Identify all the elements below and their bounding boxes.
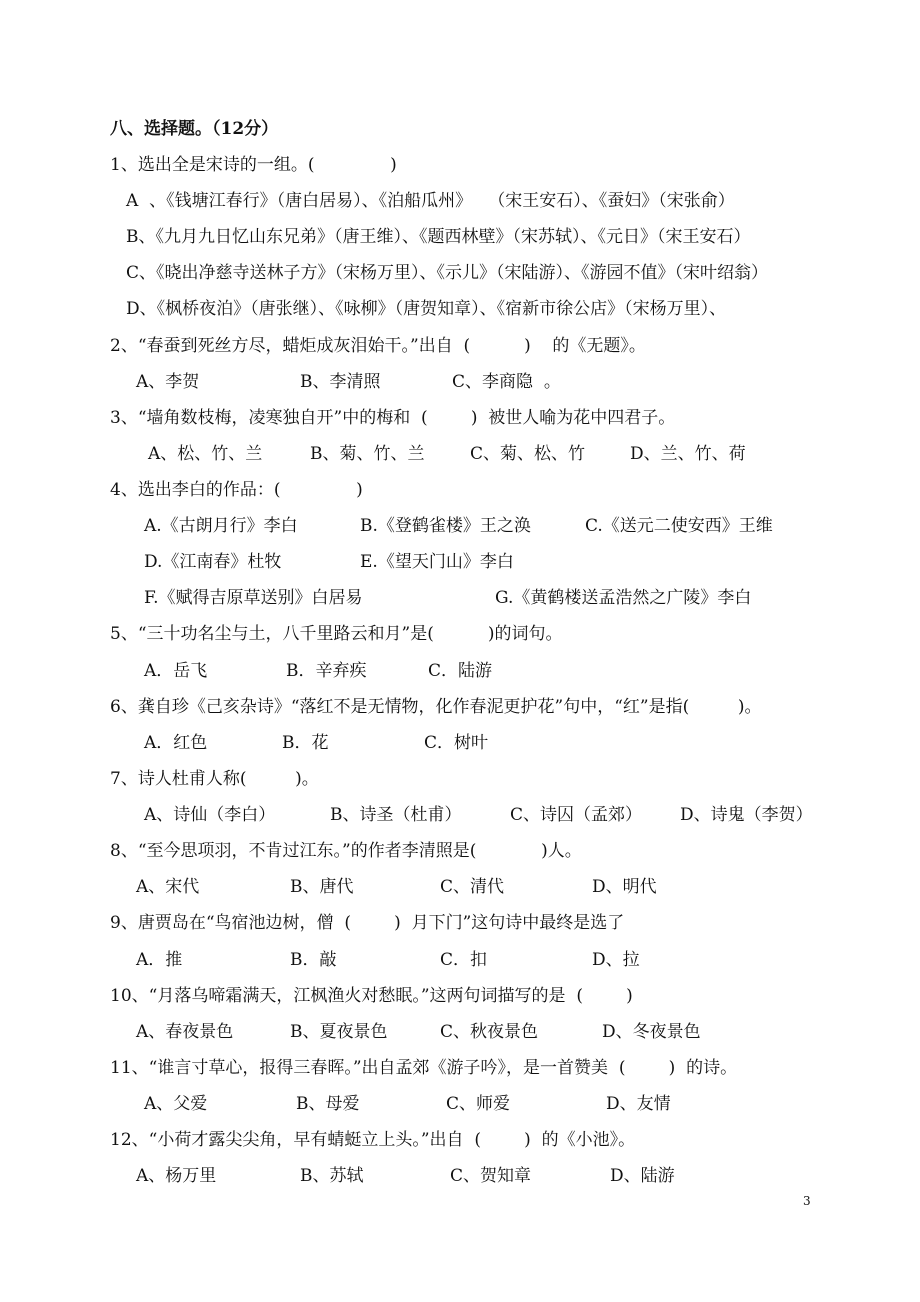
option: E.《望天门山》李白 bbox=[360, 552, 514, 572]
option: C、秋夜景色 bbox=[440, 1022, 539, 1042]
option: D、《枫桥夜泊》（唐张继）、《咏柳》（唐贺知章）、《宿新市徐公店》（宋杨万里）、 bbox=[126, 299, 727, 319]
option: B.《登鹤雀楼》王之涣 bbox=[360, 516, 531, 536]
option: C、贺知章 bbox=[450, 1166, 532, 1186]
option: C.《送元二使安西》王维 bbox=[585, 516, 773, 536]
question-stem: 6、龚自珍《己亥杂诗》“落红不是无情物，化作春泥更护花”句中，“红”是指( )。 bbox=[110, 697, 762, 717]
option: A．红色 bbox=[144, 733, 208, 753]
question-stem: 8、“至今思项羽，不肯过江东。”的作者李清照是( )人。 bbox=[110, 841, 582, 861]
question-stem: 3、“墙角数枝梅，凌寒独自开”中的梅和 ( ) 被世人喻为花中四君子。 bbox=[110, 408, 676, 428]
question-stem: 2、“春蚕到死丝方尽，蜡炬成灰泪始干。”出自 ( ) 的《无题》。 bbox=[110, 336, 646, 356]
option: A.《古朗月行》李白 bbox=[144, 516, 298, 536]
option: C、李商隐 。 bbox=[452, 372, 561, 392]
question-stem: 1、选出全是宋诗的一组。( ) bbox=[110, 155, 397, 175]
option: D、陆游 bbox=[610, 1166, 675, 1186]
option: B、唐代 bbox=[290, 877, 354, 897]
option: A、松、竹、兰 bbox=[148, 444, 263, 464]
option: A、诗仙（李白） bbox=[144, 805, 276, 825]
option: A．推 bbox=[136, 950, 183, 970]
question-stem: 9、唐贾岛在“鸟宿池边树，僧 ( ) 月下门”这句诗中最终是选了 bbox=[110, 913, 625, 933]
option: D、冬夜景色 bbox=[602, 1022, 701, 1042]
option: A、宋代 bbox=[136, 877, 200, 897]
option: B、夏夜景色 bbox=[290, 1022, 388, 1042]
option: F.《赋得吉原草送别》白居易 bbox=[144, 588, 363, 608]
question-stem: 7、诗人杜甫人称( )。 bbox=[110, 769, 319, 789]
option: C．陆游 bbox=[428, 661, 493, 681]
option: C、菊、松、竹 bbox=[470, 444, 586, 464]
option: C．扣 bbox=[440, 950, 488, 970]
option: A、杨万里 bbox=[136, 1166, 217, 1186]
option: C、诗囚（孟郊） bbox=[510, 805, 643, 825]
option: G.《黄鹤楼送孟浩然之广陵》李白 bbox=[495, 588, 752, 608]
question-stem: 5、“三十功名尘与土，八千里路云和月”是( )的词句。 bbox=[110, 624, 563, 644]
option: B、李清照 bbox=[300, 372, 381, 392]
option: C、清代 bbox=[440, 877, 505, 897]
option: D、诗鬼（李贺） bbox=[680, 805, 813, 825]
option: C、《晓出净慈寺送林子方》（宋杨万里）、《示儿》（宋陆游）、《游园不值》（宋叶绍翁） bbox=[126, 263, 769, 283]
option: B．花 bbox=[282, 733, 329, 753]
option: D、友情 bbox=[606, 1094, 671, 1114]
option: B．辛弃疾 bbox=[286, 661, 367, 681]
option: B、诗圣（杜甫） bbox=[330, 805, 462, 825]
option: B、菊、竹、兰 bbox=[310, 444, 425, 464]
option: D、兰、竹、荷 bbox=[630, 444, 746, 464]
option: B、苏轼 bbox=[300, 1166, 364, 1186]
option: C．树叶 bbox=[424, 733, 489, 753]
question-stem: 4、选出李白的作品：( ) bbox=[110, 480, 363, 500]
option: D、明代 bbox=[592, 877, 657, 897]
option: A 、《钱塘江春行》（唐白居易）、《泊船瓜州》 （宋王安石）、《蚕妇》（宋张俞） bbox=[126, 191, 735, 211]
option: D、拉 bbox=[592, 950, 640, 970]
option: A、李贺 bbox=[136, 372, 200, 392]
option: C、师爱 bbox=[446, 1094, 511, 1114]
question-stem: 11、“谁言寸草心，报得三春晖。”出自孟郊《游子吟》，是一首赞美 ( ) 的诗。 bbox=[110, 1058, 738, 1078]
option: A．岳飞 bbox=[144, 661, 208, 681]
question-stem: 10、“月落乌啼霜满天，江枫渔火对愁眠。”这两句词描写的是 ( ) bbox=[110, 986, 633, 1006]
option: A、父爱 bbox=[144, 1094, 208, 1114]
option: A、春夜景色 bbox=[136, 1022, 234, 1042]
option: D.《江南春》杜牧 bbox=[144, 552, 282, 572]
question-stem: 12、“小荷才露尖尖角，早有蜻蜓立上头。”出自 ( ) 的《小池》。 bbox=[110, 1130, 636, 1150]
page-number: 3 bbox=[803, 1194, 811, 1208]
option: B、母爱 bbox=[296, 1094, 360, 1114]
section-title: 八、选择题。（12分） bbox=[110, 119, 279, 139]
option: B、《九月九日忆山东兄弟》（唐王维）、《题西林壁》（宋苏轼）、《元日》（宋王安石） bbox=[126, 227, 751, 247]
option: B．敲 bbox=[290, 950, 337, 970]
